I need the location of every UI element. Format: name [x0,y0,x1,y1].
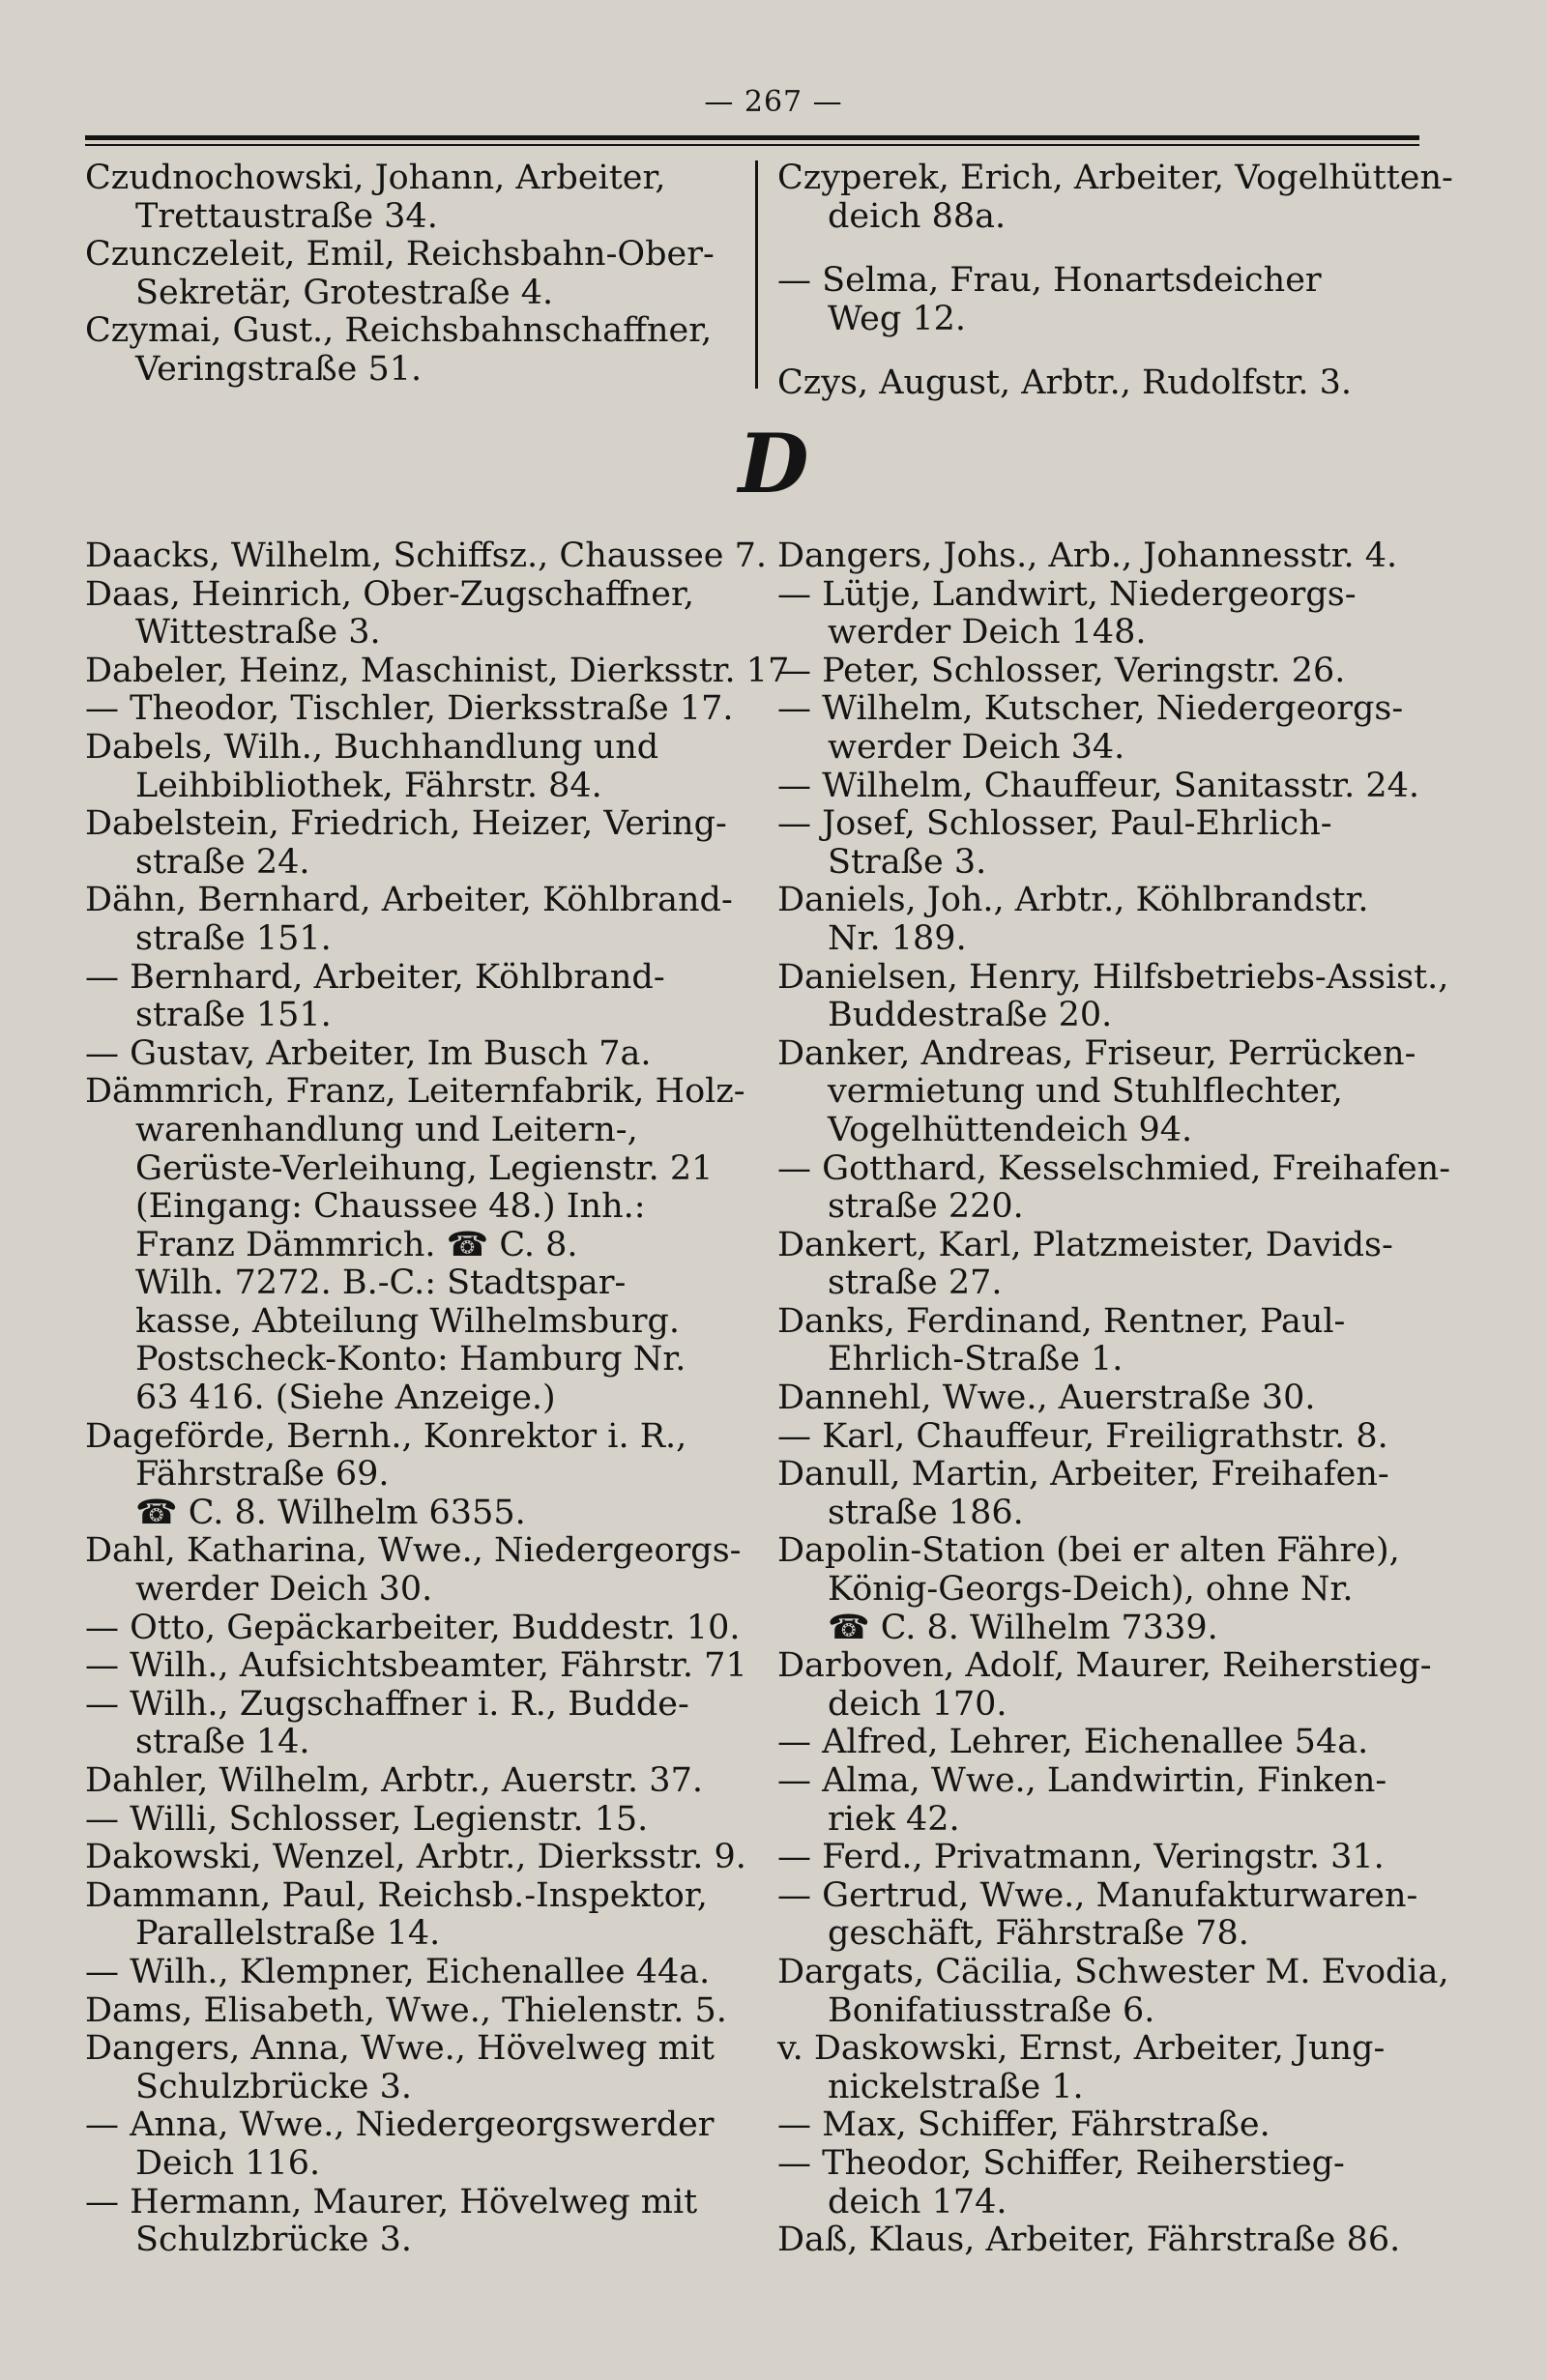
entry-continuation-line: straße 14. [135,1723,310,1762]
directory-entry-line: Dämmrich, Franz, Leiternfabrik, Holz- [85,1072,745,1112]
entry-continuation-line: deich 88a. [828,196,1007,236]
entry-continuation-line: straße 151. [135,996,332,1035]
page-number: — 267 — [704,85,843,119]
directory-entry-line: Dapolin-Station (bei er alten Fähre), [777,1531,1400,1571]
directory-entry-line: — Theodor, Schiffer, Reiherstieg- [777,2143,1345,2183]
entry-continuation-line: deich 174. [828,2182,1007,2221]
main-right-column [777,537,1451,2260]
entry-continuation-line: nickelstraße 1. [828,2067,1084,2106]
directory-entry-line: — Selma, Frau, Honartsdeicher [777,261,1322,301]
entry-continuation-line: Nr. 189. [828,918,967,958]
directory-entry-line: — Anna, Wwe., Niedergeorgswerder [85,2105,715,2145]
directory-entry-line: Dammann, Paul, Reichsb.-Inspektor, [85,1875,708,1915]
entry-continuation-line: ☎ C. 8. Wilhelm 7339. [828,1608,1218,1647]
directory-entry-line: — Josef, Schlosser, Paul-Ehrlich- [777,804,1332,844]
directory-entry-line: — Otto, Gepäckarbeiter, Buddestr. 10. [85,1608,741,1647]
entry-continuation-line: deich 170. [828,1684,1007,1724]
entry-continuation-line: straße 24. [135,842,310,882]
entry-continuation-line: (Eingang: Chaussee 48.) Inh.: [135,1187,646,1227]
entry-continuation-line: Trettaustraße 34. [135,196,438,236]
directory-entry-line: — Wilh., Aufsichtsbeamter, Fährstr. 71 [85,1646,747,1686]
entry-continuation-line: straße 220. [828,1187,1024,1227]
entry-continuation-line: Buddestraße 20. [828,996,1113,1035]
directory-entry-line: Dangers, Johs., Arb., Johannesstr. 4. [777,537,1398,575]
entry-continuation-line: Leihbibliothek, Fährstr. 84. [135,766,602,805]
entry-continuation-line: ☎ C. 8. Wilhelm 6355. [135,1493,526,1532]
directory-entry-line: — Wilhelm, Chauffeur, Sanitasstr. 24. [777,766,1420,805]
entry-continuation-line: Franz Dämmrich. ☎ C. 8. [135,1225,578,1264]
directory-entry-line: Dabels, Wilh., Buchhandlung und [85,727,659,767]
directory-entry-line: Dankert, Karl, Platzmeister, Davids- [777,1225,1393,1264]
directory-entry-line: Daas, Heinrich, Ober-Zugschaffner, [85,574,695,614]
entry-continuation-line: Ehrlich-Straße 1. [828,1340,1124,1379]
entry-continuation-line: Deich 116. [135,2143,321,2183]
directory-entry-line: Czyperek, Erich, Arbeiter, Vogelhütten- [777,159,1453,197]
entry-continuation-line: Vogelhüttendeich 94. [828,1110,1193,1149]
directory-entry-line: Daniels, Joh., Arbtr., Köhlbrandstr. [777,881,1369,920]
directory-entry-line: — Lütje, Landwirt, Niedergeorgs- [777,574,1357,614]
entry-continuation-line: warenhandlung und Leitern-, [135,1110,638,1149]
directory-entry-line: Danull, Martin, Arbeiter, Freihafen- [777,1455,1389,1495]
directory-entry-line: — Wilhelm, Kutscher, Niedergeorgs- [777,689,1404,729]
header-rule-thick [85,135,1419,140]
directory-entry-line: Dageförde, Bernh., Konrektor i. R., [85,1416,687,1456]
directory-entry-line: Daß, Klaus, Arbeiter, Fährstraße 86. [777,2220,1401,2260]
directory-entry-line: — Alma, Wwe., Landwirtin, Finken- [777,1761,1387,1800]
entry-continuation-line: straße 27. [828,1263,1003,1303]
directory-entry-line: — Max, Schiffer, Fährstraße. [777,2105,1270,2145]
directory-entry-line: Dams, Elisabeth, Wwe., Thielenstr. 5. [85,1990,727,2030]
entry-continuation-line: Straße 3. [828,842,987,882]
directory-entry-line: Dannehl, Wwe., Auerstraße 30. [777,1379,1316,1418]
entry-continuation-line: straße 151. [135,918,332,958]
entry-continuation-line: Bonifatiusstraße 6. [828,1990,1155,2030]
directory-entry-line: — Wilh., Zugschaffner i. R., Budde- [85,1684,689,1724]
directory-entry-line: Dabelstein, Friedrich, Heizer, Vering- [85,804,727,844]
directory-entry-line: — Hermann, Maurer, Hövelweg mit [85,2182,698,2221]
directory-entry-line: Danks, Ferdinand, Rentner, Paul- [777,1301,1346,1341]
directory-entry-line: Dangers, Anna, Wwe., Hövelweg mit [85,2029,715,2069]
directory-entry-line: — Alfred, Lehrer, Eichenallee 54a. [777,1723,1369,1762]
directory-entry-line: — Gustav, Arbeiter, Im Busch 7a. [85,1033,652,1073]
entry-continuation-line: vermietung und Stuhlflechter, [828,1072,1343,1112]
entry-continuation-line: Postscheck-Konto: Hamburg Nr. [135,1340,686,1379]
directory-entry-line: Czunczeleit, Emil, Reichsbahn-Ober- [85,235,715,275]
directory-entry-line: Czys, August, Arbtr., Rudolfstr. 3. [777,363,1353,403]
directory-entry-line: Czymai, Gust., Reichsbahnschaffner, [85,311,713,351]
column-divider [755,160,758,389]
entry-continuation-line: werder Deich 30. [135,1570,433,1610]
directory-entry-line: Czudnochowski, Johann, Arbeiter, [85,159,666,197]
directory-entry-line: Danker, Andreas, Friseur, Perrücken- [777,1033,1416,1073]
entry-continuation-line: Veringstraße 51. [135,349,423,389]
directory-entry-line: Daacks, Wilhelm, Schiffsz., Chaussee 7. [85,537,768,575]
section-letter: D [738,416,809,511]
directory-entry-line: Darboven, Adolf, Maurer, Reiherstieg- [777,1646,1432,1686]
entry-continuation-line: geschäft, Fährstraße 78. [828,1914,1249,1954]
directory-entry-line: Dakowski, Wenzel, Arbtr., Dierksstr. 9. [85,1838,746,1877]
directory-entry-line: Dähn, Bernhard, Arbeiter, Köhlbrand- [85,881,733,920]
top-left-column [85,160,743,390]
entry-continuation-line: Schulzbrücke 3. [135,2067,413,2106]
directory-entry-line: Danielsen, Henry, Hilfsbetriebs-Assist., [777,957,1449,997]
entry-continuation-line: Wilh. 7272. B.-C.: Stadtspar- [135,1263,627,1303]
directory-entry-line: Dargats, Cäcilia, Schwester M. Evodia, [777,1952,1449,1991]
entry-continuation-line: Weg 12. [828,299,967,338]
top-right-column [777,159,1453,403]
header-rule-thin [85,144,1419,146]
entry-continuation-line: werder Deich 34. [828,727,1125,767]
directory-entry-line: Dahl, Katharina, Wwe., Niedergeorgs- [85,1531,742,1571]
entry-continuation-line: kasse, Abteilung Wilhelmsburg. [135,1301,680,1341]
entry-continuation-line: Sekretär, Grotestraße 4. [135,273,554,312]
entry-continuation-line: 63 416. (Siehe Anzeige.) [135,1379,556,1418]
directory-entry-line: Dahler, Wilhelm, Arbtr., Auerstr. 37. [85,1761,703,1800]
directory-entry-line: — Willi, Schlosser, Legienstr. 15. [85,1799,649,1839]
directory-entry-line: v. Daskowski, Ernst, Arbeiter, Jung- [777,2029,1386,2069]
directory-entry-line: — Gotthard, Kesselschmied, Freihafen- [777,1148,1451,1188]
directory-entry-line: — Peter, Schlosser, Veringstr. 26. [777,651,1346,690]
entry-continuation-line: Parallelstraße 14. [135,1914,441,1954]
entry-continuation-line: Schulzbrücke 3. [135,2220,413,2260]
directory-entry-line: — Ferd., Privatmann, Veringstr. 31. [777,1838,1385,1877]
directory-entry-line: — Bernhard, Arbeiter, Köhlbrand- [85,957,665,997]
directory-entry-line: — Karl, Chauffeur, Freiligrathstr. 8. [777,1416,1388,1456]
main-left-column [85,537,790,2260]
entry-continuation-line: straße 186. [828,1493,1024,1532]
directory-entry-line: — Gertrud, Wwe., Manufakturwaren- [777,1875,1418,1915]
directory-entry-line: — Wilh., Klempner, Eichenallee 44a. [85,1952,711,1991]
entry-continuation-line: König-Georgs-Deich), ohne Nr. [828,1570,1354,1610]
entry-continuation-line: Gerüste-Verleihung, Legienstr. 21 [135,1148,714,1188]
entry-continuation-line: werder Deich 148. [828,613,1147,653]
entry-continuation-line: riek 42. [828,1799,960,1839]
directory-entry-line: Dabeler, Heinz, Maschinist, Dierksstr. 17 [85,651,790,690]
directory-entry-line: — Theodor, Tischler, Dierksstraße 17. [85,689,734,729]
entry-continuation-line: Wittestraße 3. [135,613,381,653]
entry-continuation-line: Fährstraße 69. [135,1455,390,1495]
